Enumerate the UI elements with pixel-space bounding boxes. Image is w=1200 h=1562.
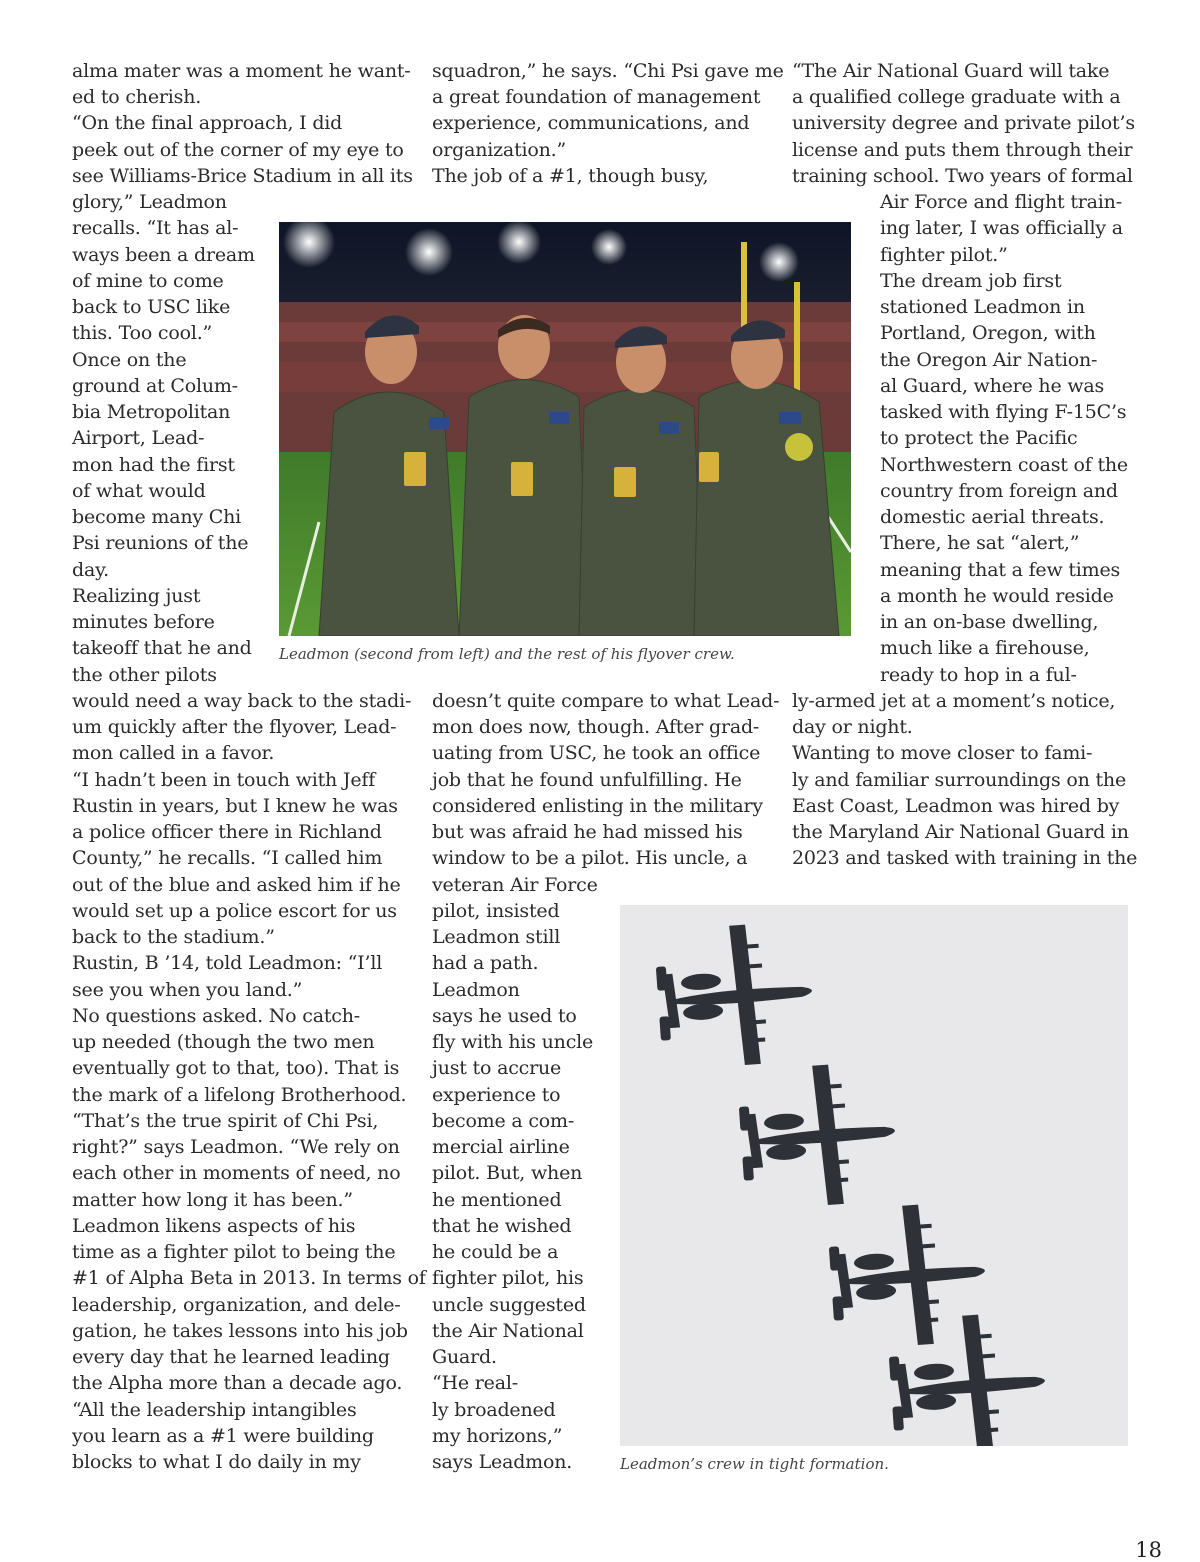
column-1-line: recalls. “It has al- bbox=[72, 217, 239, 239]
column-1-line: Rustin in years, but I knew he was bbox=[72, 795, 398, 817]
column-2-line: ly broadened bbox=[432, 1399, 556, 1421]
column-2-line: mercial airline bbox=[432, 1136, 570, 1158]
flyover-crew-photo bbox=[279, 222, 851, 636]
column-1-line: peek out of the corner of my eye to bbox=[72, 139, 404, 161]
column-1-line: ways been a dream bbox=[72, 244, 255, 266]
column-1-line: eventually got to that, too). That is bbox=[72, 1057, 400, 1079]
column-1-line: “On the final approach, I did bbox=[72, 112, 343, 134]
column-3-line: “The Air National Guard will take bbox=[792, 60, 1110, 82]
column-2-line: considered enlisting in the military bbox=[432, 795, 763, 817]
column-1-line: mon had the first bbox=[72, 454, 235, 476]
column-3-line: fighter pilot.” bbox=[880, 244, 1008, 266]
column-1-line: leadership, organization, and dele- bbox=[72, 1294, 401, 1316]
column-2-line: “He real- bbox=[432, 1372, 518, 1394]
column-3-line: domestic aerial threats. bbox=[880, 506, 1105, 528]
column-2-line: mon does now, though. After grad- bbox=[432, 716, 760, 738]
column-1-line: each other in moments of need, no bbox=[72, 1162, 401, 1184]
column-3-line: 2023 and tasked with training in the bbox=[792, 847, 1138, 869]
column-3-line: a month he would reside bbox=[880, 585, 1114, 607]
column-3-line: the Maryland Air National Guard in bbox=[792, 821, 1129, 843]
column-1-line: bia Metropolitan bbox=[72, 401, 231, 423]
column-1-line: up needed (though the two men bbox=[72, 1031, 375, 1053]
column-1-line: you learn as a #1 were building bbox=[72, 1425, 374, 1447]
column-1-line: right?” says Leadmon. “We rely on bbox=[72, 1136, 400, 1158]
column-3-line: country from foreign and bbox=[880, 480, 1118, 502]
column-1-line: matter how long it has been.” bbox=[72, 1189, 353, 1211]
column-1-line: back to USC like bbox=[72, 296, 231, 318]
column-1-line: a police officer there in Richland bbox=[72, 821, 382, 843]
column-1-line: the mark of a lifelong Brotherhood. bbox=[72, 1084, 407, 1106]
column-1-line: see Williams-Brice Stadium in all its bbox=[72, 165, 413, 187]
column-1-line: minutes before bbox=[72, 611, 215, 633]
column-1-line: day. bbox=[72, 559, 109, 581]
column-2-line: pilot, insisted bbox=[432, 900, 560, 922]
column-3-line: Wanting to move closer to fami- bbox=[792, 742, 1093, 764]
column-2-line: become a com- bbox=[432, 1110, 575, 1132]
column-2-line: experience, communications, and bbox=[432, 112, 750, 134]
column-3-line: in an on-base dwelling, bbox=[880, 611, 1099, 633]
column-2-line: but was afraid he had missed his bbox=[432, 821, 743, 843]
column-1-line: become many Chi bbox=[72, 506, 241, 528]
column-3-line: the Oregon Air Nation- bbox=[880, 349, 1098, 371]
formation-jets-image bbox=[620, 905, 1128, 1446]
column-3-line: to protect the Pacific bbox=[880, 427, 1078, 449]
column-3-line: Northwestern coast of the bbox=[880, 454, 1128, 476]
column-3-line: stationed Leadmon in bbox=[880, 296, 1085, 318]
column-3-line: The dream job first bbox=[880, 270, 1062, 292]
column-1-line: Realizing just bbox=[72, 585, 201, 607]
column-2-line: he could be a bbox=[432, 1241, 559, 1263]
column-3-line: al Guard, where he was bbox=[880, 375, 1105, 397]
column-3-line: ly-armed jet at a moment’s notice, bbox=[792, 690, 1116, 712]
column-1-line: Airport, Lead- bbox=[72, 427, 205, 449]
column-1-line: Psi reunions of the bbox=[72, 532, 249, 554]
column-3-line: There, he sat “alert,” bbox=[880, 532, 1080, 554]
column-3-line: day or night. bbox=[792, 716, 913, 738]
column-3-line: tasked with flying F-15C’s bbox=[880, 401, 1127, 423]
column-3-line: ing later, I was officially a bbox=[880, 217, 1123, 239]
column-1-line: No questions asked. No catch- bbox=[72, 1005, 360, 1027]
column-1-line: the Alpha more than a decade ago. bbox=[72, 1372, 403, 1394]
column-2-line: pilot. But, when bbox=[432, 1162, 583, 1184]
column-2-line: just to accrue bbox=[432, 1057, 562, 1079]
column-3-line: university degree and private pilot’s bbox=[792, 112, 1135, 134]
column-1-line: County,” he recalls. “I called him bbox=[72, 847, 383, 869]
column-2-line: says Leadmon. bbox=[432, 1451, 573, 1473]
column-1-line: time as a fighter pilot to being the bbox=[72, 1241, 396, 1263]
formation-caption: Leadmon’s crew in tight formation. bbox=[620, 1455, 889, 1473]
column-1-line: would set up a police escort for us bbox=[72, 900, 397, 922]
column-2-line: squadron,” he says. “Chi Psi gave me bbox=[432, 60, 784, 82]
column-1-line: ground at Colum- bbox=[72, 375, 238, 397]
column-1-line: the other pilots bbox=[72, 664, 217, 686]
column-1-line: Once on the bbox=[72, 349, 187, 371]
column-2-line: my horizons,” bbox=[432, 1425, 563, 1447]
column-3-line: East Coast, Leadmon was hired by bbox=[792, 795, 1120, 817]
column-2-line: that he wished bbox=[432, 1215, 572, 1237]
column-1-line: Leadmon likens aspects of his bbox=[72, 1215, 356, 1237]
column-2-line: fighter pilot, his bbox=[432, 1267, 584, 1289]
column-2-line: Guard. bbox=[432, 1346, 497, 1368]
column-2-line: says he used to bbox=[432, 1005, 577, 1027]
column-1-line: #1 of Alpha Beta in 2013. In terms of bbox=[72, 1267, 426, 1289]
column-1-line: “That’s the true spirit of Chi Psi, bbox=[72, 1110, 379, 1132]
column-1-line: “I hadn’t been in touch with Jeff bbox=[72, 769, 376, 791]
page-number: 18 bbox=[1135, 1538, 1162, 1562]
column-1-line: mon called in a favor. bbox=[72, 742, 275, 764]
formation-jets-photo bbox=[620, 905, 1128, 1446]
column-1-line: alma mater was a moment he want- bbox=[72, 60, 411, 82]
column-2-line: Leadmon bbox=[432, 979, 520, 1001]
column-1-line: “All the leadership intangibles bbox=[72, 1399, 357, 1421]
column-1-line: see you when you land.” bbox=[72, 979, 303, 1001]
column-2-line: Leadmon still bbox=[432, 926, 561, 948]
column-1-line: out of the blue and asked him if he bbox=[72, 874, 401, 896]
column-2-line: had a path. bbox=[432, 952, 539, 974]
column-2-line: experience to bbox=[432, 1084, 561, 1106]
column-2-line: the Air National bbox=[432, 1320, 584, 1342]
column-1-line: this. Too cool.” bbox=[72, 322, 213, 344]
column-2-line: The job of a #1, though busy, bbox=[432, 165, 709, 187]
column-3-line: Portland, Oregon, with bbox=[880, 322, 1096, 344]
flyover-crew-image bbox=[279, 222, 851, 636]
column-3-line: ly and familiar surroundings on the bbox=[792, 769, 1126, 791]
column-2-line: organization.” bbox=[432, 139, 567, 161]
column-1-line: would need a way back to the stadi- bbox=[72, 690, 412, 712]
column-1-line: Rustin, B ’14, told Leadmon: “I’ll bbox=[72, 952, 383, 974]
column-2-line: veteran Air Force bbox=[432, 874, 598, 896]
column-2-line: he mentioned bbox=[432, 1189, 562, 1211]
column-3-line: Air Force and flight train- bbox=[880, 191, 1122, 213]
column-2-line: fly with his uncle bbox=[432, 1031, 594, 1053]
column-3-line: much like a firehouse, bbox=[880, 637, 1090, 659]
column-1-line: blocks to what I do daily in my bbox=[72, 1451, 361, 1473]
column-2-line: uncle suggested bbox=[432, 1294, 586, 1316]
column-1-line: takeoff that he and bbox=[72, 637, 252, 659]
column-3-line: training school. Two years of formal bbox=[792, 165, 1133, 187]
column-2-line: a great foundation of management bbox=[432, 86, 761, 108]
column-1-line: um quickly after the flyover, Lead- bbox=[72, 716, 397, 738]
column-1-line: gation, he takes lessons into his job bbox=[72, 1320, 408, 1342]
flyover-crew-caption: Leadmon (second from left) and the rest of his flyover crew. bbox=[279, 645, 735, 663]
column-1-line: every day that he learned leading bbox=[72, 1346, 390, 1368]
column-2-line: uating from USC, he took an office bbox=[432, 742, 761, 764]
column-2-line: doesn’t quite compare to what Lead- bbox=[432, 690, 780, 712]
column-1-line: of what would bbox=[72, 480, 206, 502]
column-1-line: glory,” Leadmon bbox=[72, 191, 227, 213]
column-3-line: meaning that a few times bbox=[880, 559, 1121, 581]
column-3-line: ready to hop in a ful- bbox=[880, 664, 1077, 686]
column-2-line: window to be a pilot. His uncle, a bbox=[432, 847, 748, 869]
column-1-line: of mine to come bbox=[72, 270, 224, 292]
column-1-line: back to the stadium.” bbox=[72, 926, 275, 948]
column-3-line: a qualified college graduate with a bbox=[792, 86, 1121, 108]
column-2-line: job that he found unfulfilling. He bbox=[432, 769, 742, 791]
column-1-line: ed to cherish. bbox=[72, 86, 202, 108]
column-3-line: license and puts them through their bbox=[792, 139, 1133, 161]
